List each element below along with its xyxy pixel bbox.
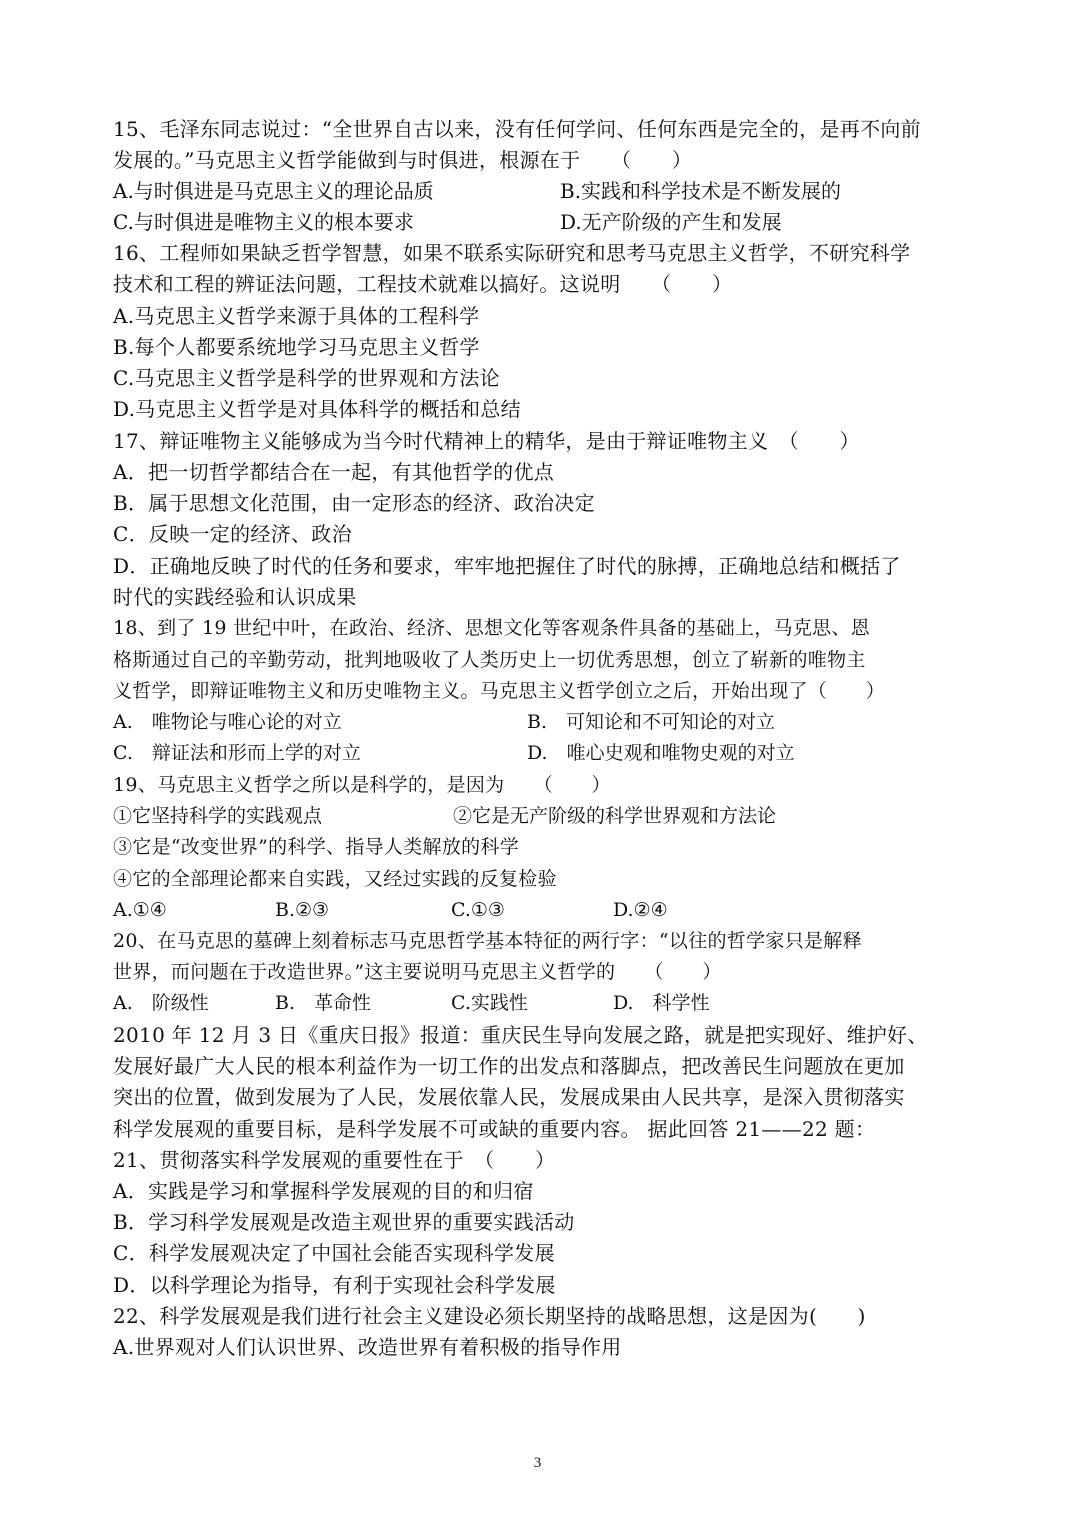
q15-option-c: C.与时俱进是唯物主义的根本要求 xyxy=(113,210,414,234)
q18-option-c: C. 辩证法和形而上学的对立 xyxy=(113,742,361,764)
q21-stem: 21、贯彻落实科学发展观的重要性在于 （ ） xyxy=(113,1148,556,1172)
q15-stem-line-2: 发展的。”马克思主义哲学能做到与时俱进，根源在于 （ ） xyxy=(113,148,693,172)
q16-stem-line-1: 16、工程师如果缺乏哲学智慧，如果不联系实际研究和思考马克思主义哲学，不研究科学 xyxy=(113,241,911,265)
q19-item-4: ④它的全部理论都来自实践，又经过实践的反复检验 xyxy=(113,868,557,890)
q15-option-d: D.无产阶级的产生和发展 xyxy=(560,210,782,234)
q17-option-c: C．反映一定的经济、政治 xyxy=(113,522,352,546)
q19-option-d: D.②④ xyxy=(613,899,668,921)
q16-option-d: D.马克思主义哲学是对具体科学的概括和总结 xyxy=(113,397,521,421)
q20-option-c: C.实践性 xyxy=(451,992,528,1014)
q15-option-b: B.实践和科学技术是不断发展的 xyxy=(560,179,842,203)
material-line-4: 科学发展观的重要目标，是科学发展不可或缺的重要内容。 据此回答 21——22 题： xyxy=(113,1117,876,1141)
q19-option-a: A.①④ xyxy=(113,899,167,921)
q19-item-1: ①它坚持科学的实践观点 xyxy=(113,805,323,827)
q19-item-3: ③它是“改变世界”的科学、指导人类解放的科学 xyxy=(113,836,520,858)
q20-option-d: D. 科学性 xyxy=(613,992,710,1014)
q21-option-a: A．实践是学习和掌握科学发展观的目的和归宿 xyxy=(113,1179,534,1203)
q16-option-a: A.马克思主义哲学来源于具体的工程科学 xyxy=(113,304,480,328)
page-number: 3 xyxy=(533,1455,542,1471)
q19-option-b: B.②③ xyxy=(275,899,330,921)
q18-option-d: D. 唯心史观和唯物史观的对立 xyxy=(527,742,795,764)
q20-stem-line-1: 20、在马克思的墓碑上刻着标志马克思哲学基本特征的两行字：“以往的哲学家只是解释 xyxy=(113,930,862,952)
q17-option-d: D．正确地反映了时代的任务和要求，牢牢地把握住了时代的脉搏，正确地总结和概括了 xyxy=(113,554,901,578)
q22-stem: 22、科学发展观是我们进行社会主义建设必须长期坚持的战略思想，这是因为( ) xyxy=(113,1304,866,1328)
q19-item-2: ②它是无产阶级的科学世界观和方法论 xyxy=(453,805,777,827)
q15-stem-line-1: 15、毛泽东同志说过：“全世界自古以来，没有任何学问、任何东西是完全的，是再不向前 xyxy=(113,117,921,141)
material-line-2: 发展好最广大人民的根本利益作为一切工作的出发点和落脚点，把改善民生问题放在更加 xyxy=(113,1054,905,1078)
q18-option-b: B. 可知论和不可知论的对立 xyxy=(527,711,776,733)
material-line-3: 突出的位置，做到发展为了人民，发展依靠人民，发展成果由人民共享，是深入贯彻落实 xyxy=(113,1085,905,1109)
q19-option-c: C.①③ xyxy=(451,899,505,921)
q18-stem-line-2: 格斯通过自己的辛勤劳动，批判地吸收了人类历史上一切优秀思想，创立了崭新的唯物主 xyxy=(113,649,866,671)
q20-option-a: A. 阶级性 xyxy=(113,992,209,1014)
q15-option-a: A.与时俱进是马克思主义的理论品质 xyxy=(113,179,434,203)
q18-option-a: A. 唯物论与唯心论的对立 xyxy=(113,711,342,733)
q20-option-b: B. 革命性 xyxy=(275,992,372,1014)
q16-option-b: B.每个人都要系统地学习马克思主义哲学 xyxy=(113,335,480,359)
q19-stem: 19、马克思主义哲学之所以是科学的，是因为 （ ） xyxy=(113,774,611,796)
q21-option-d: D．以科学理论为指导，有利于实现社会科学发展 xyxy=(113,1273,556,1297)
q21-option-c: C．科学发展观决定了中国社会能否实现科学发展 xyxy=(113,1241,555,1265)
q18-stem-line-1: 18、到了 19 世纪中叶，在政治、经济、思想文化等客观条件具备的基础上，马克思、恩 xyxy=(113,617,871,639)
q17-option-b: B．属于思想文化范围，由一定形态的经济、政治决定 xyxy=(113,491,595,515)
material-line-1: 2010 年 12 月 3 日《重庆日报》报道：重庆民生导向发展之路，就是把实现好、维护好、 xyxy=(113,1023,928,1047)
q16-option-c: C.马克思主义哲学是科学的世界观和方法论 xyxy=(113,366,500,390)
q17-option-d-cont: 时代的实践经验和认识成果 xyxy=(113,585,357,609)
q21-option-b: B．学习科学发展观是改造主观世界的重要实践活动 xyxy=(113,1210,575,1234)
q17-stem: 17、辩证唯物主义能够成为当今时代精神上的精华，是由于辩证唯物主义 （ ） xyxy=(113,429,860,453)
q16-stem-line-2: 技术和工程的辨证法问题，工程技术就难以搞好。这说明 （ ） xyxy=(113,272,733,296)
q18-stem-line-3: 义哲学，即辩证唯物主义和历史唯物主义。马克思主义哲学创立之后，开始出现了（ ） xyxy=(113,680,886,702)
q20-stem-line-2: 世界，而问题在于改造世界。”这主要说明马克思主义哲学的 （ ） xyxy=(113,961,722,983)
q22-option-a: A.世界观对人们认识世界、改造世界有着积极的指导作用 xyxy=(113,1335,622,1359)
q17-option-a: A．把一切哲学都结合在一起，有其他哲学的优点 xyxy=(113,460,555,484)
